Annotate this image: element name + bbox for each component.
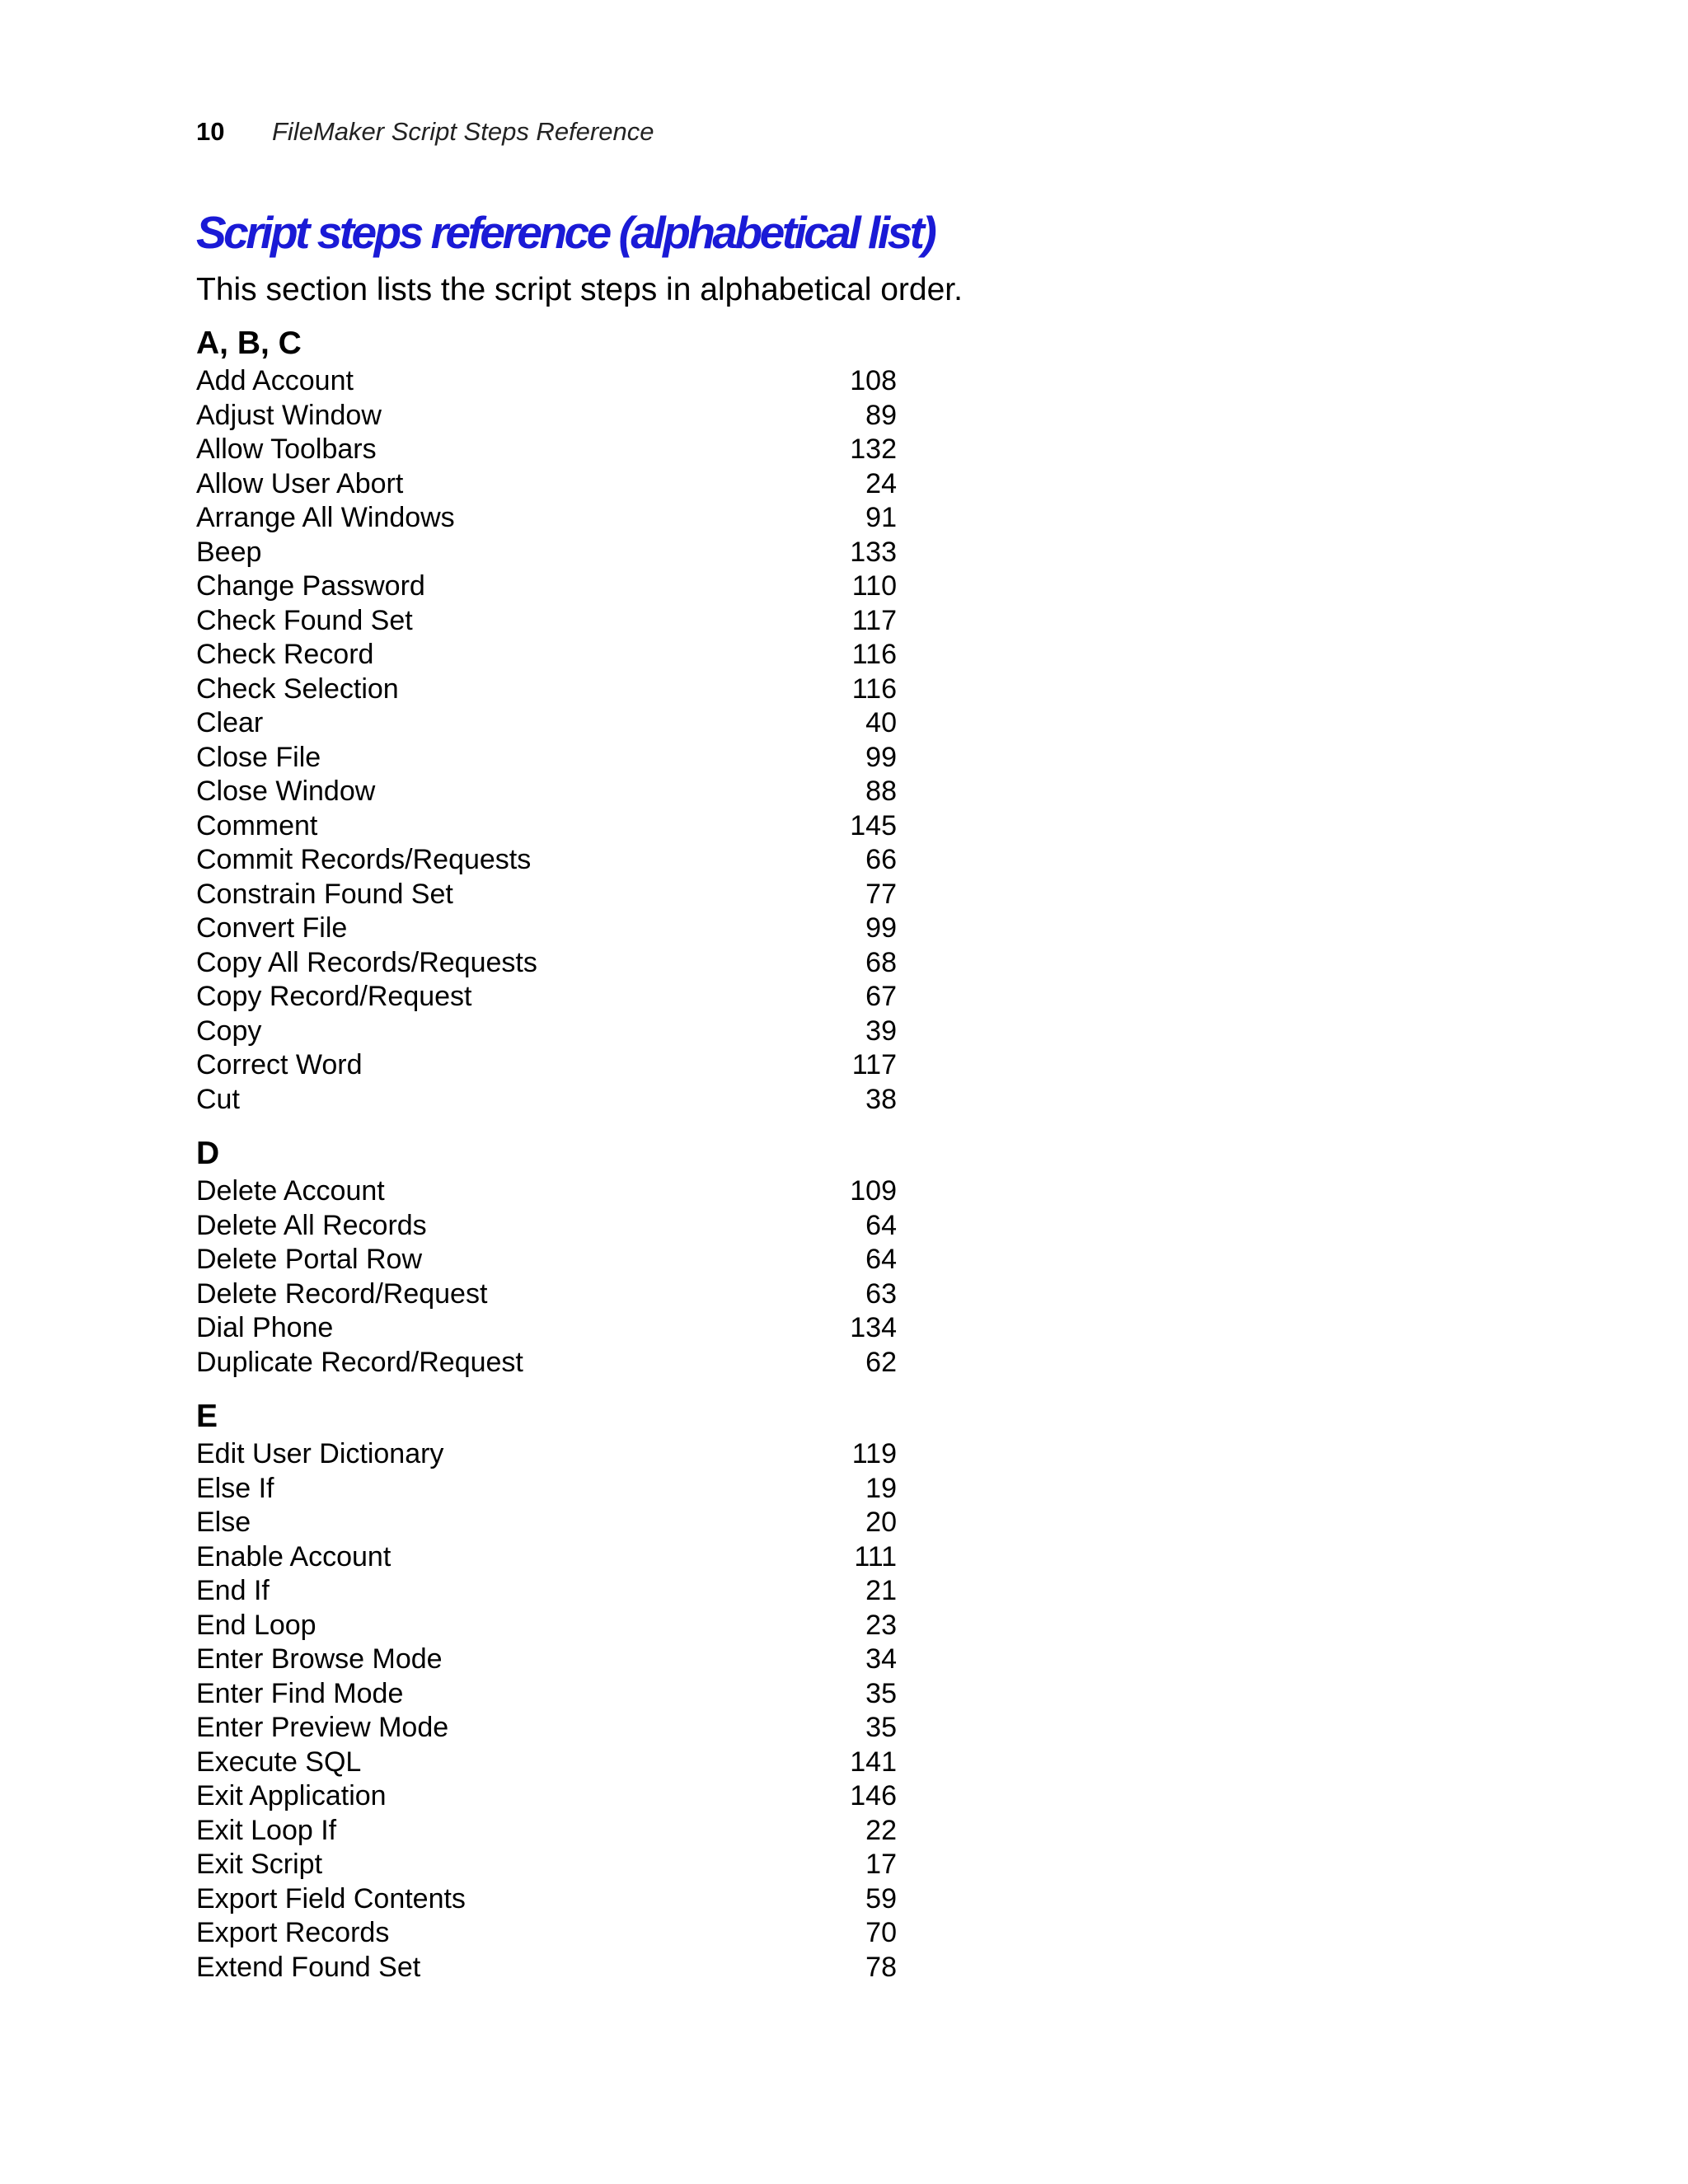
index-entry	[196, 399, 897, 434]
entry-page-number: 17	[865, 1849, 897, 1880]
index-entry	[196, 1346, 897, 1380]
index-entry	[196, 980, 897, 1015]
entry-page-number: 109	[850, 1175, 897, 1207]
entry-page-number: 116	[851, 639, 897, 670]
index-entry	[196, 673, 897, 707]
entry-page-number: 132	[850, 434, 897, 465]
index-entry	[196, 364, 897, 399]
entry-name: End Loop	[196, 1609, 316, 1641]
entry-name: Clear	[196, 707, 264, 738]
entry-page-number: 19	[865, 1472, 897, 1504]
entry-name: Check Found Set	[196, 604, 413, 636]
book-title: FileMaker Script Steps Reference	[272, 117, 654, 146]
entry-name: Enable Account	[196, 1540, 392, 1572]
index-entry	[196, 1243, 897, 1277]
entry-name: Extend Found Set	[196, 1951, 421, 1983]
index-entry	[196, 775, 897, 809]
entry-name: Allow User Abort	[196, 467, 404, 499]
index-entry	[196, 1048, 897, 1083]
entry-page-number: 111	[854, 1540, 897, 1572]
entry-page-number: 89	[865, 399, 897, 431]
index-entry	[196, 1643, 897, 1677]
entry-page-number: 117	[851, 1049, 897, 1080]
index-entry	[196, 1677, 897, 1712]
entry-name: Cut	[196, 1083, 240, 1115]
entry-page-number: 99	[865, 912, 897, 944]
index-entry	[196, 1472, 897, 1507]
section-intro: This section lists the script steps in alphabetical order.	[196, 272, 963, 307]
entry-name: Change Password	[196, 570, 425, 602]
entry-page-number: 22	[865, 1814, 897, 1846]
index-entry	[196, 1951, 897, 1985]
entry-page-number: 35	[865, 1712, 897, 1743]
entry-name: Allow Toolbars	[196, 434, 377, 465]
entry-page-number: 110	[851, 570, 897, 602]
index-entry	[196, 1209, 897, 1244]
entry-name: Enter Browse Mode	[196, 1643, 443, 1675]
entry-name: Delete All Records	[196, 1209, 427, 1241]
index-entry	[196, 1779, 897, 1814]
entry-name: Exit Loop If	[196, 1814, 337, 1846]
entry-page-number: 24	[865, 467, 897, 499]
index-list	[196, 323, 897, 1985]
entry-page-number: 117	[851, 604, 897, 636]
entry-name: Else If	[196, 1472, 274, 1504]
entry-name: Delete Record/Request	[196, 1277, 488, 1310]
entry-page-number: 67	[865, 981, 897, 1012]
index-entry	[196, 706, 897, 741]
entry-name: Adjust Window	[196, 399, 382, 431]
entry-page-number: 62	[865, 1346, 897, 1378]
entry-page-number: 40	[865, 707, 897, 738]
entry-name: Comment	[196, 809, 318, 841]
entry-page-number: 119	[851, 1438, 897, 1469]
entry-name: Beep	[196, 536, 262, 568]
entry-page-number: 64	[865, 1209, 897, 1241]
entry-name: Export Records	[196, 1917, 390, 1948]
entry-page-number: 64	[865, 1244, 897, 1275]
entry-page-number: 108	[850, 365, 897, 396]
entry-name: Copy Record/Request	[196, 981, 472, 1012]
entry-name: Exit Application	[196, 1780, 387, 1811]
entry-name: Enter Find Mode	[196, 1677, 404, 1709]
index-entry	[196, 741, 897, 776]
index-entry	[196, 501, 897, 536]
index-group	[196, 1396, 897, 1985]
entry-name: Add Account	[196, 365, 354, 396]
entry-page-number: 34	[865, 1643, 897, 1675]
entry-page-number: 145	[850, 809, 897, 841]
page-number: 10	[196, 117, 225, 146]
index-entry	[196, 638, 897, 673]
index-entry	[196, 1506, 897, 1540]
entry-page-number: 23	[865, 1609, 897, 1641]
index-entry	[196, 1540, 897, 1575]
entry-page-number: 78	[865, 1951, 897, 1983]
entry-page-number: 141	[850, 1746, 897, 1778]
group-heading: A, B, C	[196, 326, 302, 361]
index-entry	[196, 809, 897, 844]
index-entry	[196, 912, 897, 946]
entry-page-number: 20	[865, 1507, 897, 1538]
index-entry	[196, 1814, 897, 1849]
entry-name: Close File	[196, 741, 321, 773]
index-entry	[196, 1437, 897, 1472]
entry-name: Duplicate Record/Request	[196, 1346, 523, 1378]
entry-name: Export Field Contents	[196, 1882, 466, 1915]
entry-name: Commit Records/Requests	[196, 844, 532, 875]
entry-name: Else	[196, 1507, 251, 1538]
index-entry	[196, 1083, 897, 1118]
entry-page-number: 146	[850, 1780, 897, 1811]
entry-name: Correct Word	[196, 1049, 363, 1080]
entry-page-number: 133	[850, 536, 897, 568]
index-entry	[196, 1916, 897, 1951]
entry-name: Arrange All Windows	[196, 502, 455, 533]
entry-name: Delete Portal Row	[196, 1244, 423, 1275]
entry-page-number: 116	[851, 673, 897, 705]
entry-page-number: 91	[865, 502, 897, 533]
index-entry	[196, 946, 897, 981]
index-entry	[196, 1174, 897, 1209]
entry-name: Constrain Found Set	[196, 878, 453, 910]
group-heading: D	[196, 1136, 220, 1171]
entry-name: Delete Account	[196, 1175, 385, 1207]
entry-page-number: 68	[865, 946, 897, 978]
entry-name: Close Window	[196, 776, 376, 807]
index-entry	[196, 1277, 897, 1312]
entry-name: Dial Phone	[196, 1312, 334, 1343]
entry-page-number: 99	[865, 741, 897, 773]
entry-page-number: 39	[865, 1015, 897, 1047]
entry-page-number: 66	[865, 844, 897, 875]
index-group	[196, 1133, 897, 1380]
index-entry	[196, 1609, 897, 1643]
index-entry	[196, 1574, 897, 1609]
entry-page-number: 70	[865, 1917, 897, 1948]
entry-name: Check Selection	[196, 673, 399, 705]
entry-page-number: 59	[865, 1882, 897, 1915]
entry-name: Convert File	[196, 912, 348, 944]
entry-page-number: 35	[865, 1677, 897, 1709]
index-entry	[196, 1848, 897, 1882]
entry-name: Enter Preview Mode	[196, 1712, 449, 1743]
entry-page-number: 88	[865, 776, 897, 807]
index-entry	[196, 467, 897, 502]
index-entry	[196, 1711, 897, 1746]
index-entry	[196, 536, 897, 570]
entry-name: Copy All Records/Requests	[196, 946, 537, 978]
entry-page-number: 134	[850, 1312, 897, 1343]
entry-name: Edit User Dictionary	[196, 1438, 444, 1469]
entry-name: Check Record	[196, 639, 374, 670]
index-entry	[196, 1311, 897, 1346]
index-entry	[196, 604, 897, 639]
entry-page-number: 21	[865, 1575, 897, 1606]
entry-name: Exit Script	[196, 1849, 323, 1880]
entry-page-number: 38	[865, 1083, 897, 1115]
index-entry	[196, 878, 897, 912]
entry-page-number: 77	[865, 878, 897, 910]
index-entry	[196, 433, 897, 467]
index-entry	[196, 569, 897, 604]
index-entry	[196, 843, 897, 878]
running-header	[196, 115, 654, 148]
entry-name: End If	[196, 1575, 270, 1606]
group-heading: E	[196, 1399, 218, 1434]
entry-page-number: 63	[865, 1277, 897, 1310]
entry-name: Copy	[196, 1015, 262, 1047]
entry-name: Execute SQL	[196, 1746, 362, 1778]
index-entry	[196, 1882, 897, 1917]
section-title: Script steps reference (alphabetical list)	[196, 207, 935, 258]
index-entry	[196, 1015, 897, 1049]
index-group	[196, 323, 897, 1117]
index-entry	[196, 1746, 897, 1780]
